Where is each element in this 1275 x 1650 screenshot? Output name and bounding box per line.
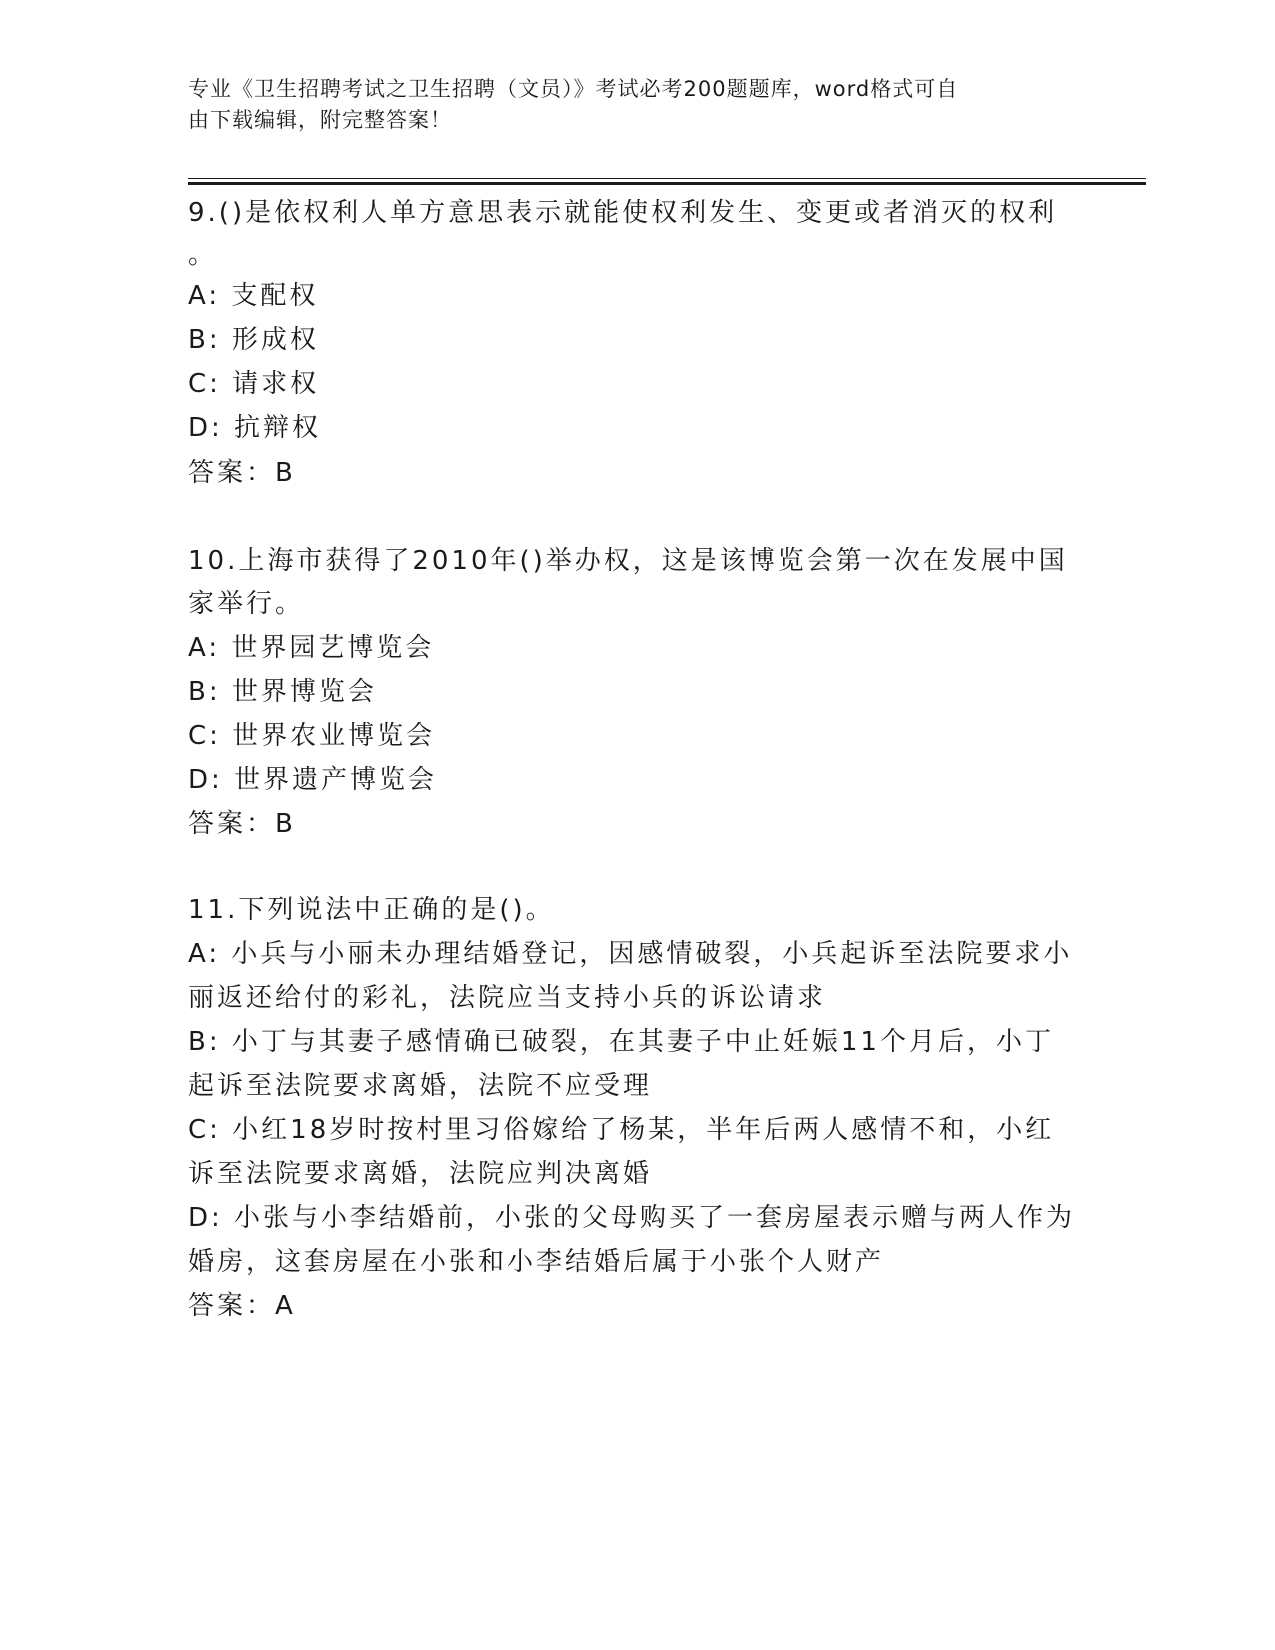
question-stem: 11.下列说法中正确的是()。 (188, 895, 555, 925)
document-header (188, 74, 1088, 136)
option-c-continued: 诉至法院要求离婚，法院应判决离婚 (188, 1159, 653, 1189)
header-divider-thick (188, 182, 1146, 185)
question-9 (188, 190, 1088, 496)
option-b: B: 形成权 (188, 325, 319, 355)
header-line-2: 由下载编辑，附完整答案！ (188, 108, 452, 132)
question-stem: 9.()是依权利人单方意思表示就能使权利发生、变更或者消灭的权利 (188, 198, 1058, 228)
answer-value: A (275, 1291, 294, 1321)
option-b: B: 小丁与其妻子感情确已破裂，在其妻子中止妊娠11个月后，小丁 (188, 1027, 1054, 1057)
question-gap (188, 846, 1088, 888)
answer-value: B (275, 458, 294, 488)
option-c: C: 请求权 (188, 369, 320, 399)
question-stem: 10.上海市获得了2010年()举办权，这是该博览会第一次在发展中国 (188, 546, 1068, 576)
header-line-1: 专业《卫生招聘考试之卫生招聘（文员）》考试必考200题题库，word格式可自 (188, 77, 959, 101)
option-a: A: 小兵与小丽未办理结婚登记，因感情破裂，小兵起诉至法院要求小 (188, 939, 1073, 969)
option-c: C: 世界农业博览会 (188, 721, 436, 751)
question-10 (188, 540, 1088, 846)
option-d: D: 世界遗产博览会 (188, 765, 438, 795)
option-a-continued: 丽返还给付的彩礼，法院应当支持小兵的诉讼请求 (188, 983, 827, 1013)
question-gap (188, 496, 1088, 540)
answer-line (188, 450, 1088, 496)
answer-label: 答案： (188, 458, 276, 488)
answer-label: 答案： (188, 1291, 276, 1321)
answer-label: 答案： (188, 809, 276, 839)
answer-value: B (275, 809, 294, 839)
option-d: D: 小张与小李结婚前，小张的父母购买了一套房屋表示赠与两人作为 (188, 1203, 1076, 1233)
option-a: A: 支配权 (188, 281, 319, 311)
option-d: D: 抗辩权 (188, 413, 322, 443)
question-stem: 家举行。 (188, 589, 305, 619)
header-divider-thin (188, 178, 1146, 179)
option-b-continued: 起诉至法院要求离婚，法院不应受理 (188, 1071, 653, 1101)
option-b: B: 世界博览会 (188, 677, 377, 707)
option-a: A: 世界园艺博览会 (188, 633, 435, 663)
question-stem: 。 (188, 240, 218, 270)
answer-line (188, 802, 1088, 846)
question-list (188, 190, 1088, 1328)
option-d-continued: 婚房，这套房屋在小张和小李结婚后属于小张个人财产 (188, 1247, 885, 1277)
answer-line (188, 1284, 1088, 1328)
option-c: C: 小红18岁时按村里习俗嫁给了杨某，半年后两人感情不和，小红 (188, 1115, 1055, 1145)
question-11 (188, 888, 1088, 1328)
